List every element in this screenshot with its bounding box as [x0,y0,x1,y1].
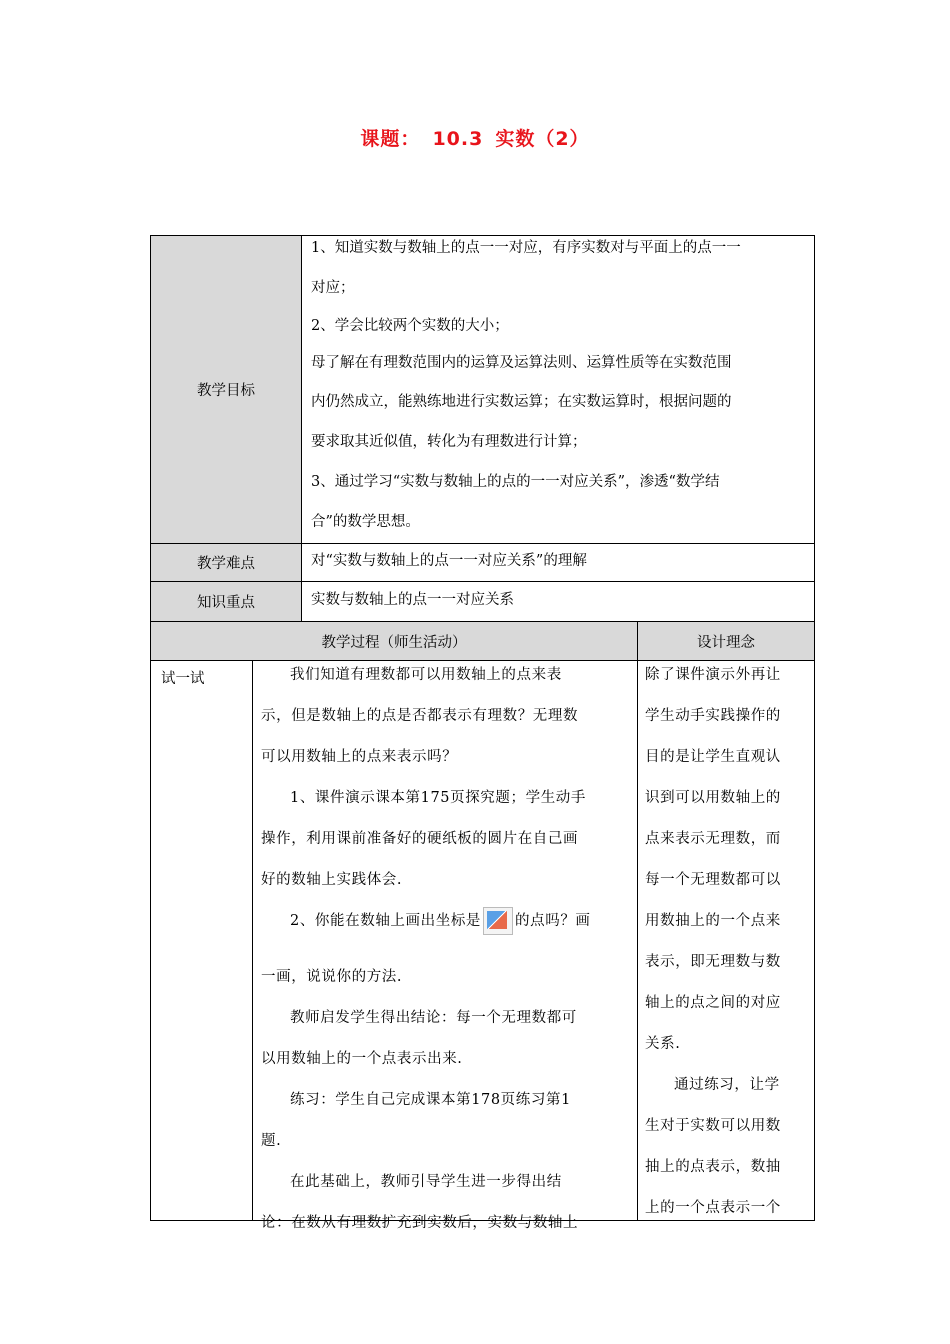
design-content [645,661,813,1229]
process-line: 示，但是数轴上的点是否都表示有理数？无理数 [261,708,579,724]
process-line: 操作，利用课前准备好的硬纸板的圆片在自己画 [261,831,579,847]
process-line: 论：在数从有理数扩充到实数后，实数与数轴上 [261,1215,579,1231]
title-name: 实数（2） [495,128,590,150]
design-line: 关系. [645,1036,681,1052]
process-header-left: 教学过程（师生活动） [321,634,467,651]
design-line: 上的一个点表示一个 [645,1200,781,1216]
objectives-row [150,235,815,544]
objectives-label: 教学目标 [197,383,255,399]
key-point-content: 实数与数轴上的点一一对应关系 [311,592,514,608]
objective-line: 1、知道实数与数轴上的点一一对应，有序实数对与平面上的点一一 [311,240,741,256]
process-line: 题. [261,1133,282,1149]
process-line: 可以用数轴上的点来表示吗？ [261,749,458,765]
objective-line: 母了解在有理数范围内的运算及运算法则、运算性质等在实数范围 [311,355,732,371]
process-row [150,660,815,1231]
key-point-row [150,581,815,622]
design-line: 点来表示无理数，而 [645,831,781,847]
objectives-content [311,236,811,542]
objectives-label-cell [151,236,301,543]
key-point-label: 知识重点 [197,595,255,611]
title-number: 10.3 [432,128,484,150]
process-line: 在此基础上，教师引导学生进一步得出结 [290,1174,562,1190]
design-line: 用数抽上的一个点来 [645,913,781,929]
process-line: 教师启发学生得出结论：每一个无理数都可 [290,1010,577,1026]
design-line: 目的是让学生直观认 [645,749,781,765]
design-line: 除了课件演示外再让 [645,667,781,683]
design-line: 生对于实数可以用数 [645,1118,781,1134]
difficulty-row [150,543,815,582]
design-line: 轴上的点之间的对应 [645,995,781,1011]
process-line: 以用数轴上的一个点表示出来. [261,1051,463,1067]
key-point-label-cell [151,582,301,621]
difficulty-content: 对“实数与数轴上的点一一对应关系”的理解 [311,553,587,569]
section-label-cell [161,667,251,688]
process-line: 1、课件演示课本第175页探究题；学生动手 [290,790,586,806]
difficulty-label-cell [151,544,301,581]
objective-line: 要求取其近似值，转化为有理数进行计算； [311,434,587,450]
design-line: 抽上的点表示，数抽 [645,1159,781,1175]
section-label: 试一试 [161,671,205,687]
process-header-right: 设计理念 [697,634,755,651]
design-line: 每一个无理数都可以 [645,872,781,888]
objective-line: 3、通过学习“实数与数轴上的点的一一对应关系”，渗透“数学结 [311,474,720,490]
design-line: 表示，即无理数与数 [645,954,781,970]
title-prefix: 课题： [360,128,421,150]
objective-line: 合”的数学思想。 [311,514,420,530]
broken-image-icon [483,907,513,935]
page-title [0,124,950,151]
process-line-with-image: 2、你能在数轴上画出坐标是 的点吗？画 [261,901,633,941]
difficulty-label: 教学难点 [197,556,255,572]
design-line: 学生动手实践操作的 [645,708,781,724]
process-content [261,661,633,1244]
process-line: 我们知道有理数都可以用数轴上的点来表 [290,667,562,683]
objective-line: 对应； [311,280,355,296]
process-line: 好的数轴上实践体会. [261,872,403,888]
process-line: 一画，说说你的方法. [261,969,403,985]
design-line: 通过练习，让学 [674,1077,780,1093]
design-line: 识到可以用数轴上的 [645,790,781,806]
objective-line: 内仍然成立，能熟练地进行实数运算；在实数运算时，根据问题的 [311,394,732,410]
objective-line: 2、学会比较两个实数的大小； [311,318,509,334]
process-line: 练习：学生自己完成课本第178页练习第1 [290,1092,571,1108]
